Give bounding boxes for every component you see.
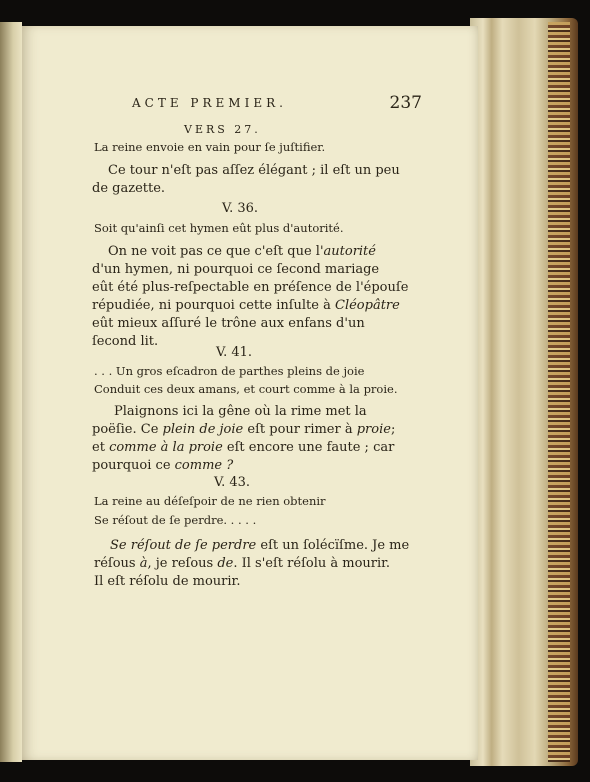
verse-heading: V. 43. xyxy=(214,475,251,490)
commentary-line: pourquoi ce comme ? xyxy=(92,458,234,473)
commentary-line: Il eſt réſolu de mourir. xyxy=(94,574,241,589)
running-title: ACTE PREMIER. xyxy=(132,96,287,110)
commentary-line: d'un hymen, ni pourquoi ce ſecond mariage xyxy=(92,262,380,277)
commentary-line: eût mieux aſſuré le trône aux enfans d'un xyxy=(92,316,365,331)
commentary-line: répudiée, ni pourquoi cette inſulte à Cléopâtre xyxy=(92,298,400,313)
facing-page-edge xyxy=(0,22,22,762)
commentary-line: On ne voit pas ce que c'eſt que l'autorité xyxy=(108,244,376,259)
commentary-line: réſous à, je reſous de. Il s'eſt réſolu à mourir. xyxy=(94,556,391,571)
quoted-verse: La reine envoie en vain pour ſe juſtifier. xyxy=(94,140,326,154)
commentary-line: de gazette. xyxy=(92,181,166,196)
verse-heading: V. 36. xyxy=(222,201,259,216)
quoted-verse: . . . Un gros eſcadron de parthes pleins de joie xyxy=(94,364,365,378)
verse-heading: V. 41. xyxy=(216,345,253,360)
commentary-line: Plaignons ici la gêne où la rime met la xyxy=(114,404,367,419)
commentary-line: Se réſout de ſe perdre eſt un ſolécïſme. Je me xyxy=(110,538,410,553)
commentary-line: et comme à la proie eſt encore une faute ; car xyxy=(92,440,395,455)
commentary-line: ſecond lit. xyxy=(92,334,159,349)
commentary-line: poëſie. Ce plein de joie eſt pour rimer à proie; xyxy=(92,422,396,437)
quoted-verse: Soit qu'ainſi cet hymen eût plus d'autorité. xyxy=(94,221,344,235)
quoted-verse: La reine au déſeſpoir de ne rien obtenir xyxy=(94,494,326,508)
quoted-verse: Conduit ces deux amans, et court comme à la proie. xyxy=(94,382,398,396)
page-number: 237 xyxy=(389,93,422,113)
verse-heading: VERS 27. xyxy=(184,123,261,136)
running-header xyxy=(132,93,422,113)
quoted-verse: Se réſout de ſe perdre. . . . . xyxy=(94,513,257,527)
book-page xyxy=(22,26,478,760)
gilt-binding-edge xyxy=(548,22,570,762)
commentary-line: eût été plus-reſpectable en préſence de l'épouſe xyxy=(92,280,409,295)
commentary-line: Ce tour n'eſt pas aſſez élégant ; il eſt un peu xyxy=(108,163,400,178)
